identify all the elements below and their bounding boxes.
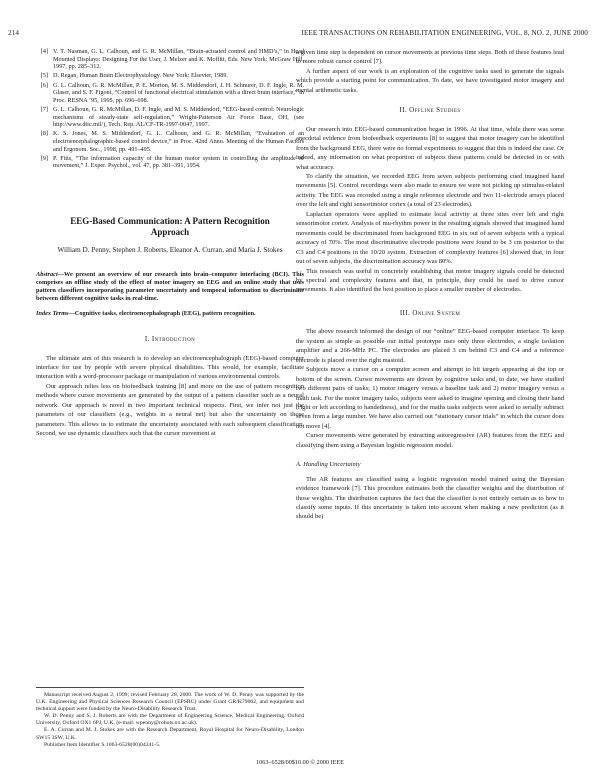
reference-item: [8] K. S. Jones, M. S. Middendorf, G. L. Calhoun, and G. R. McMillan, “Evaluation of an electroencephalographic-based control device,” in Proc. 42nd Annu. Meeting of the Human Factors and Ergonom. Soc., 1998, pp. 491–495. [40, 130, 304, 153]
right-column [296, 48, 564, 522]
paragraph: Our approach relies less on biofeedback training [8] and more on the use of pattern recognition methods where cursor movements are generated by the output of a pattern classifier such as a neural network. Our approach is novel in two important technical respects. First, we infer not just the parameters of our classifiers (e.g., weights in a neural net) but also the uncertainty on those parameters. This allows us to estimate the uncertainty associated with each subsequent classification. Second, we use dynamic classifiers such that the cursor movement at [36, 382, 304, 438]
section-heading: II. Offline Studies [399, 106, 461, 115]
paragraph: Subjects move a cursor on a computer screen and attempt to hit targets appearing at the top or bottom of the screen. Cursor movements are driven by cognitive tasks and, to date, we have studied two different pairs of tasks; 1) motor imagery versus a baseline task and 2) motor imagery versus a math task. For the motor imagery tasks, subjects were asked to imagine opening and closing their hand (right or left according to handedness), and for the maths tasks subjects were asked to serially subtract seven from a large number. We have also carried out “stationary cursor trials” in which the cursor does not move [4]. [296, 366, 564, 430]
paragraph: Cursor movements were generated by extracting autoregressive (AR) features from the EEG and classifying them using a Bayesian logistic regression model. [296, 432, 564, 449]
page-number: 214 [8, 29, 20, 37]
footnote: Publisher Item Identifier S 1063-6528(00)04241-5. [44, 741, 161, 748]
copyright-footer: 1063–6528/00$10.00 © 2000 IEEE [256, 759, 344, 766]
reference-item: [7] G. L. Calhoun, G. R. McMillan, D. F. Ingle, and M. S. Middendorf, “EEG-based control: Neurologic mechanisms of steady-state self-regulation,” Wright-Patterson Air Force Base, OH, (see http://www.dtic.mil/), Tech. Rep. AL/CF-TR-1997-0047, 1997. [40, 105, 304, 129]
abstract-text: We present an overview of our research into brain–computer interfacing (BCI). This comprises an offline study of the effect of motor imagery on EEG and an online study that uses pattern classifiers incorporating parameter uncertainty and temporal information to discriminate between different cognitive tasks in real-time. [36, 271, 304, 303]
paper-authors: William D. Penny, Stephen J. Roberts, Eleanor A. Curran, and Maria J. Stokes [57, 245, 283, 254]
section-heading: I. Introduction [144, 335, 196, 344]
section-heading: III. Online System [399, 308, 461, 317]
index-terms-label: Index Terms— [36, 310, 75, 318]
paragraph: To clarify the situation, we recorded EEG from seven subjects performing cued imagined hand movements [5]. Control recordings were also made to ensure we were not picking up stimulus-related activity. The EEG was recorded using a single reference electrode and two 11-electrode arrays placed over the left and right sensorimotor cortex (a total of 23 electrodes). [296, 172, 564, 209]
paragraph: The ultimate aim of this research is to develop an electroencephalograph (EEG)-based computer interface for use by people with severe physical disabilities. This would, for example, facilitate interaction with a word-processor package or manipulation of various environmental controls. [36, 354, 304, 381]
paragraph: The AR features are classified using a logistic regression model trained using the Bayesian evidence framework [7]. This procedure estimates both the classifier weights and the distribution of those weights. The distribution captures the fact that the classifier is not entirely certain as to how to classify some inputs. If this uncertainty is taken into account when making a new prediction (as it should be) [296, 475, 564, 521]
journal-header: IEEE TRANSACTIONS ON REHABILITATION ENGINEERING, VOL. 8, NO. 2, JUNE 2000 [301, 29, 588, 37]
paper-title: EEG-Based Communication: A Pattern Recognition Approach [70, 215, 270, 238]
reference-list [36, 48, 304, 170]
paragraph: This research was useful in concretely establishing that motor imagery signals could be detected by spectral and complexity features and that, in principle, they could be used to drive cursor movements. It also identified the best position to place a smaller number of electrodes. [296, 267, 564, 294]
footnote: E. A. Curran and M. J. Stokes are with the Research Department, Royal Hospital for Neuro-Disability, London SW15 3SW, U.K. [36, 727, 304, 741]
reference-item: [4] V. T. Nasman, G. L. Calhoun, and G. R. McMillan, “Brain-actuated control and HMD’s,” in Head Mounted Displays: Designing For the User, J. Melzer and K. Moffitt, Eds. New York: McGraw Hill, 1997, pp. 285–312. [40, 48, 304, 71]
paragraph: a given time step is dependent on cursor movements at previous time steps. Both of these features lead to more robust cursor control [7]. [296, 49, 564, 66]
abstract-label: Abstract— [36, 271, 64, 279]
footnote: Manuscript received August 2, 1999; revised February 28, 2000. The work of W. D. Penny was supported by the U.K. Engineering and Physical Sciences Research Council (EPSRC) under Grant GR/K79062, and equipment and technical support were funded by the Neuro-Disability Research Trust. [36, 692, 304, 713]
reference-item: [6] G. L. Calhoun, G. R. McMillan, P. E. Morton, M. S. Middendorf, J. H. Schnurer, D. F. Ingle, R. M. Glaser, and S. F. Figoni, “Control of functional electrical stimulation with a direct brain interface,” in Proc. RESNA ’95, 1995, pp. 696–698. [40, 81, 304, 104]
reference-item: [5] D. Regan, Human Brain Electrophysiology. New York: Elsevier, 1989. [40, 72, 228, 80]
paragraph: The above research informed the design of our “online” EEG-based computer interface. To keep the system as simple as possible our initial prototype uses only three electrodes, a single isolation amplifier and a 266-MHz PC. The electrodes are placed 3 cm behind C3 and C4 and a reference electrode is placed over the right mastoid. [296, 328, 564, 364]
paragraph: Laplacian operators were applied to estimate local activity at three sites over left and right sensorimotor cortex. Analysis of mu-rhythm power in the resulting signals showed that imagined hand movements could be discriminated from background EEG in six out of seven subjects with a typical accuracy of 70%. The most discriminative electrode positions were found to be 3 cm posterior to the C3 and C4 positions in the 10/20 system. Extraction of complexity features [6] showed that, in four out of seven subjects, the discrimination accuracy was 80%. [296, 210, 564, 266]
index-terms [36, 310, 304, 318]
paragraph: Our research into EEG-based communication began in 1996. At that time, while there was some anecdotal evidence from biofeedback experiments [8] to suggest that motor imagery can be identified from the background EEG, there were no formal experiments to suggest that this is indeed the case. Or indeed, any information on what proportion of subjects these patterns could be detected in or with what accuracy. [296, 125, 564, 171]
left-column [36, 48, 304, 439]
footnotes [36, 687, 304, 749]
index-terms-text: Cognitive tasks, electroencephalograph (EEG), pattern recognition. [74, 310, 256, 318]
subsection-heading: A. Handling Uncertainty [296, 461, 361, 469]
abstract [36, 271, 304, 303]
reference-item: [9] P. Fitts, “The information capacity of the human motor system in controlling the amplitude of movement,” J. Exper. Psychol., vol. 47, pp. 381–391, 1954. [40, 154, 304, 170]
footnote: W. D. Penny and S. J. Roberts are with the Department of Engineering Science, Medical Engineering, Oxford University, Oxford OX1 6PJ, U.K. (e-mail: wpenny@robots.ox.ac.uk). [36, 713, 304, 727]
paragraph: A further aspect of our work is an exploration of the cognitive tasks used to generate the signals which provide a starting point for communication. To date, we have investigated motor imagery and mental arithmetic tasks. [296, 67, 564, 94]
